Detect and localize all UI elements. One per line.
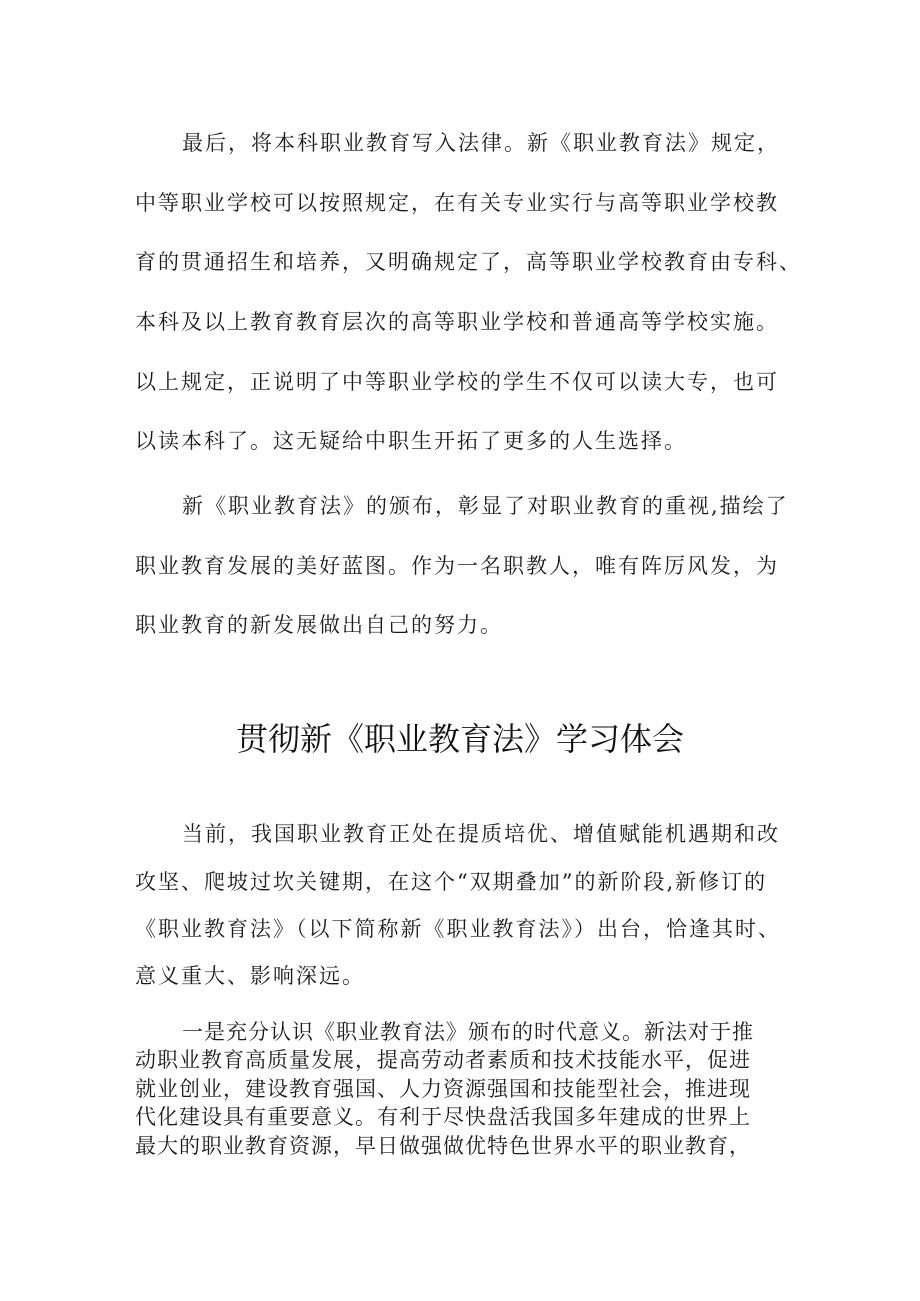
text-line: 以读本科了。这无疑给中职生开拓了更多的人生选择。 bbox=[135, 429, 687, 453]
text-line: 最大的职业教育资源，早日做强做优特色世界水平的职业教育， bbox=[135, 1134, 751, 1158]
text-line: 代化建设具有重要意义。有利于尽快盘活我国多年建成的世界上 bbox=[135, 1105, 751, 1129]
text-line: 职业教育发展的美好蓝图。作为一名职教人，唯有阵厉风发，为 bbox=[135, 554, 779, 578]
text-line: 《职业教育法》（以下简称新《职业教育法》）出台，恰逢其时、 bbox=[135, 917, 781, 941]
text-line: 中等职业学校可以按照规定，在有关专业实行与高等职业学校教 bbox=[135, 191, 779, 215]
text-line: 攻坚、爬坡过坎关键期，在这个“双期叠加”的新阶段,新修订的 bbox=[135, 870, 768, 894]
text-line: 意义重大、影响深远。 bbox=[135, 964, 365, 988]
text-line: 以上规定，正说明了中等职业学校的学生不仅可以读大专，也可 bbox=[135, 370, 779, 394]
text-line: 当前，我国职业教育正处在提质培优、增值赋能机遇期和改 bbox=[182, 822, 780, 846]
text-line: 新《职业教育法》的颁布，彰显了对职业教育的重视,描绘了 bbox=[182, 494, 789, 518]
text-line: 动职业教育高质量发展，提高劳动者素质和技术技能水平，促进 bbox=[135, 1048, 751, 1072]
text-line: 育的贯通招生和培养，又明确规定了，高等职业学校教育由专科、 bbox=[135, 250, 802, 274]
section-title: 贯彻新《职业教育法》学习体会 bbox=[235, 720, 684, 758]
text-line: 本科及以上教育教育层次的高等职业学校和普通高等学校实施。 bbox=[135, 310, 779, 334]
text-line: 一是充分认识《职业教育法》颁布的时代意义。新法对于推 bbox=[182, 1020, 754, 1044]
text-line: 就业创业，建设教育强国、人力资源强国和技能型社会，推进现 bbox=[135, 1077, 751, 1101]
text-line: 职业教育的新发展做出自己的努力。 bbox=[135, 613, 503, 637]
text-line: 最后，将本科职业教育写入法律。新《职业教育法》规定， bbox=[182, 131, 780, 155]
